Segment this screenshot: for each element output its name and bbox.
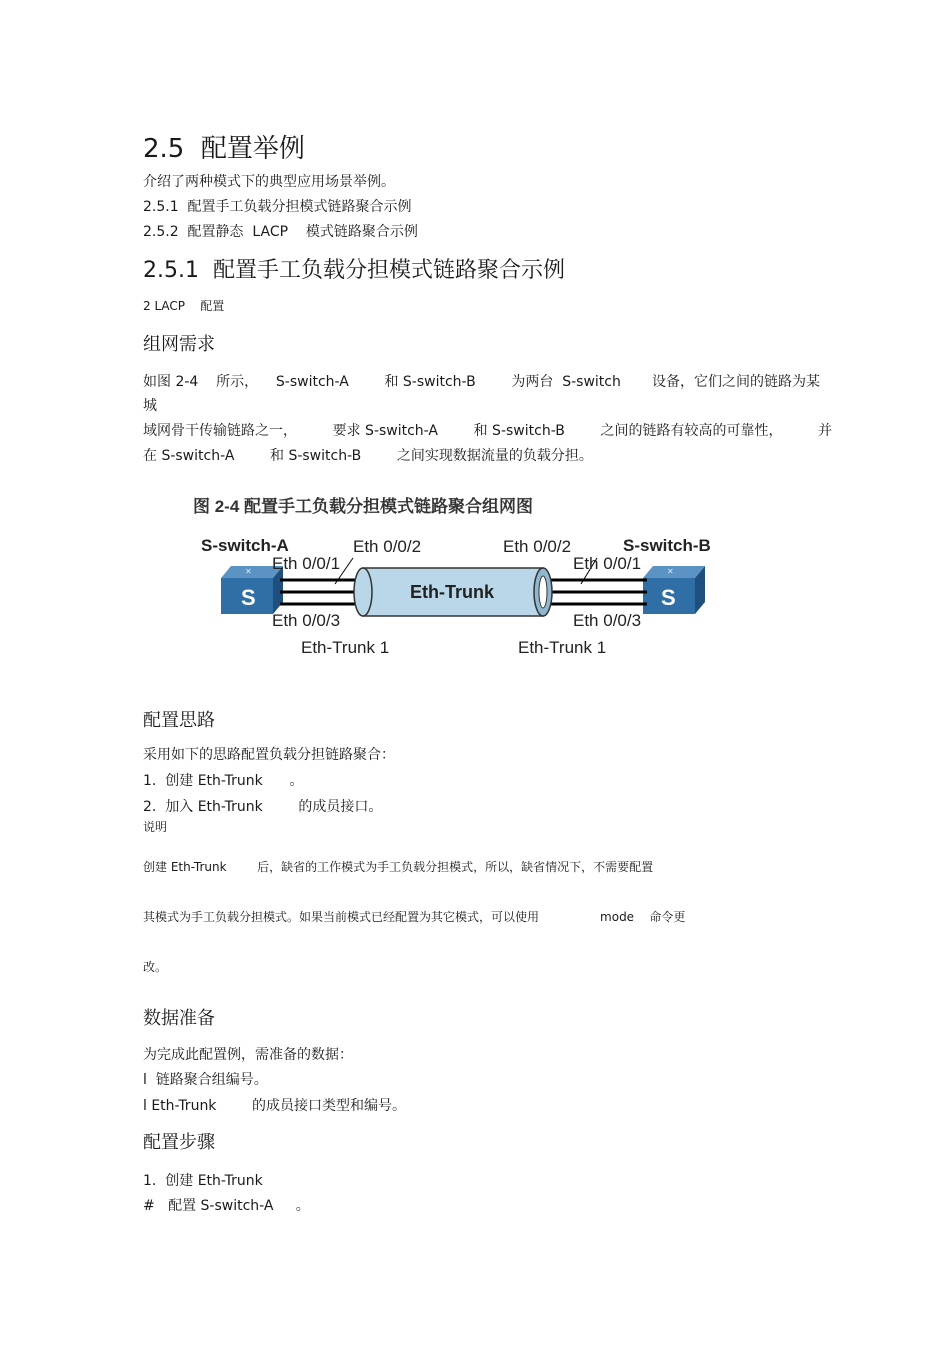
right-switch-name: S-switch-B [623,536,711,555]
right-switch-icon [643,566,705,614]
eth-trunk-network-diagram [185,488,745,663]
right-port-3: Eth 0/0/3 [573,611,642,630]
network-requirements-line: 在 S-switch-A 和 S-switch-B 之间实现数据流量的负载分担。 [143,448,593,464]
left-switch-name: S-switch-A [201,536,289,555]
data-prep-item: l Eth-Trunk 的成员接口类型和编号。 [143,1098,407,1114]
config-step-line: 1. 创建 Eth-Trunk [143,1173,263,1189]
network-requirements-line: 如图 2-4 所示， S-switch-A 和 S-switch-B 为两台 S-switch 设备，它们之间的链路为某 [143,374,820,390]
data-prep-item: l 链路聚合组编号。 [143,1072,268,1088]
data-prep-intro: 为完成此配置例，需准备的数据： [143,1047,353,1063]
chapter-note: 2 LACP 配置 [143,299,225,313]
config-step-line: # 配置 S-switch-A 。 [143,1198,310,1214]
config-approach-step: 2. 加入 Eth-Trunk 的成员接口。 [143,799,383,815]
config-approach-heading: 配置思路 [143,710,215,731]
network-requirements-heading: 组网需求 [143,334,215,355]
note-line: 创建 Eth-Trunk 后，缺省的工作模式为手工负载分担模式，所以，缺省情况下，不需要配置 [143,860,654,874]
section-title: 2.5 配置举例 [143,134,305,164]
svg-text:✕: ✕ [667,567,674,576]
config-approach-step: 1. 创建 Eth-Trunk 。 [143,773,304,789]
note-line: 其模式为手工负载分担模式。如果当前模式已经配置为其它模式，可以使用 mode 命令更 [143,910,686,924]
section-intro: 介绍了两种模式下的典型应用场景举例。 [143,174,395,190]
left-port-2: Eth 0/0/2 [353,537,422,556]
data-prep-heading: 数据准备 [143,1008,215,1029]
trunk-label: Eth-Trunk [410,582,494,602]
subsection-title: 2.5.1 配置手工负载分担模式链路聚合示例 [143,258,565,283]
right-trunk-label: Eth-Trunk 1 [518,638,607,657]
note-line: 改。 [143,960,168,974]
left-port-1: Eth 0/0/1 [272,554,341,573]
network-requirements-line: 域网骨干传输链路之一， 要求 S-switch-A 和 S-switch-B 之间的链路有较高的可靠性， 并 [143,423,833,439]
toc-link-2-5-1[interactable]: 2.5.1 配置手工负载分担模式链路聚合示例 [143,199,412,215]
eth-trunk-tube [354,568,552,616]
config-approach-intro: 采用如下的思路配置负载分担链路聚合： [143,747,395,763]
right-switch-letter: S [661,585,676,610]
svg-text:✕: ✕ [245,567,252,576]
figure-caption: 图 2-4 配置手工负载分担模式链路聚合组网图 [193,497,534,516]
right-port-1: Eth 0/0/1 [573,554,642,573]
left-switch-icon [221,566,283,614]
left-trunk-label: Eth-Trunk 1 [301,638,390,657]
left-switch-letter: S [241,585,256,610]
note-label: 说明 [143,820,168,834]
right-port-2: Eth 0/0/2 [503,537,572,556]
left-port-3: Eth 0/0/3 [272,611,341,630]
toc-link-2-5-2[interactable]: 2.5.2 配置静态 LACP 模式链路聚合示例 [143,224,418,240]
config-steps-heading: 配置步骤 [143,1132,215,1153]
network-requirements-line: 城 [143,398,157,414]
